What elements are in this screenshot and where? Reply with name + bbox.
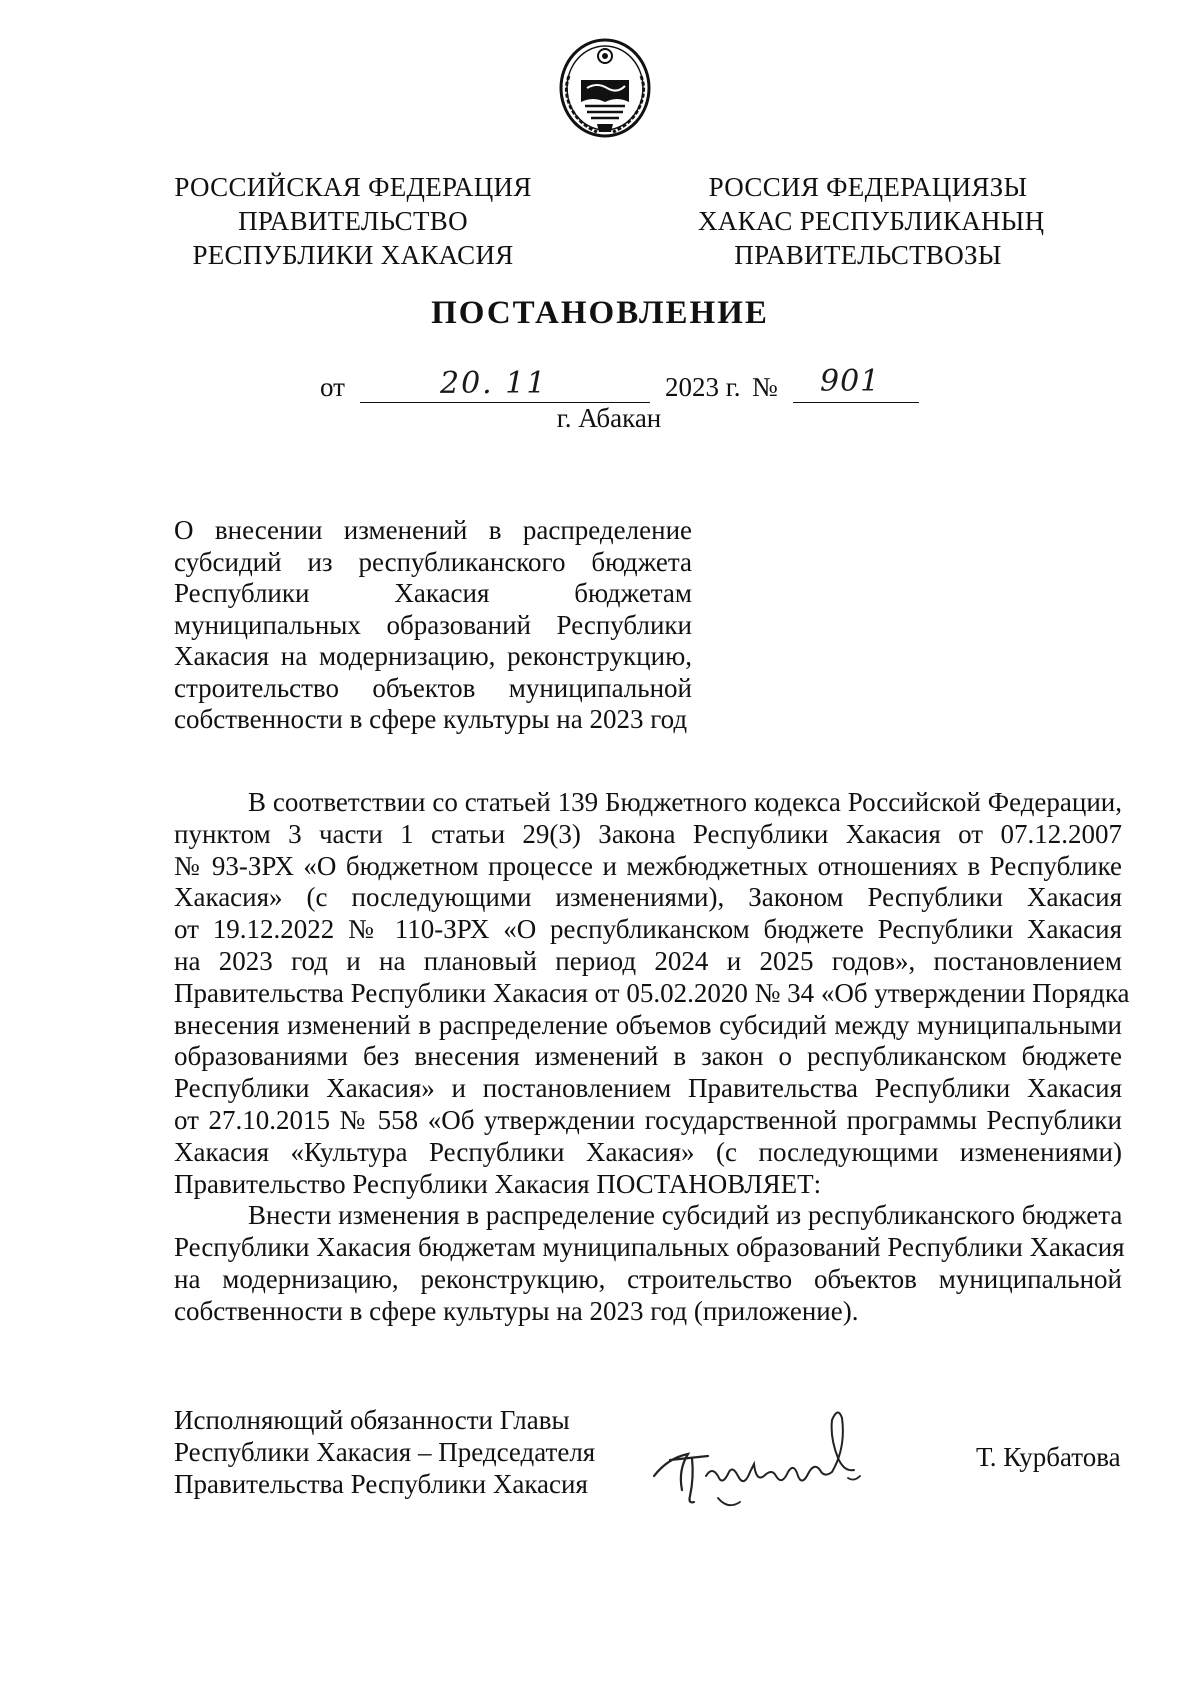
subject-line: строительство объектов муниципальной xyxy=(174,672,692,703)
header-right-line: ПРАВИТЕЛЬСТВОЗЫ xyxy=(734,240,1002,270)
body-line: образованиями без внесения изменений в закон о республиканском бюджете xyxy=(174,1041,1122,1072)
body-line: пунктом 3 части 1 статьи 29(3) Закона Республики Хакасия от 07.12.2007 xyxy=(174,818,1122,849)
body-line: Правительство Республики Хакасия ПОСТАНОВЛЯЕТ: xyxy=(174,1168,822,1199)
body-line: на модернизацию, реконструкцию, строительство объектов муниципальной xyxy=(174,1263,1122,1294)
handwritten-date: 20. 11 xyxy=(440,366,548,401)
body-line: Хакасия» (с последующими изменениями), Законом Республики Хакасия xyxy=(174,882,1122,913)
body-line: Республики Хакасия» и постановлением Правительства Республики Хакасия xyxy=(174,1073,1122,1104)
subject-line: муниципальных образований Республики xyxy=(174,609,692,640)
header-right-line: ХАКАС РЕСПУБЛИКАНЫҢ xyxy=(698,206,1045,236)
handwritten-number: 901 xyxy=(820,364,881,399)
subject-line: Республики Хакасия бюджетам xyxy=(174,578,692,608)
header-left-line: РЕСПУБЛИКИ ХАКАСИЯ xyxy=(192,240,514,270)
body-line: Республики Хакасия бюджетам муниципальных образований Республики Хакасия xyxy=(174,1232,1125,1263)
signatory-name: Т. Курбатова xyxy=(976,1442,1121,1472)
document-year: 2023 г. xyxy=(665,372,741,402)
city-name: г. Абакан xyxy=(556,403,662,433)
signatory-position-line: Исполняющий обязанности Главы xyxy=(174,1405,570,1435)
number-sign: № xyxy=(752,372,778,402)
body-line: Хакасия «Культура Республики Хакасия» (с последующими изменениями) xyxy=(174,1136,1122,1167)
signatory-position xyxy=(174,1404,595,1500)
date-prefix: от xyxy=(320,372,345,402)
header-left-line: ПРАВИТЕЛЬСТВО xyxy=(238,206,468,236)
handwritten-signature xyxy=(648,1398,888,1518)
handwritten-signature-icon xyxy=(648,1398,888,1518)
header-left-line: РОССИЙСКАЯ ФЕДЕРАЦИЯ xyxy=(174,172,532,202)
signatory-position-line: Правительства Республики Хакасия xyxy=(174,1469,588,1499)
subject-line: собственности в сфере культуры на 2023 год xyxy=(174,704,688,734)
body-line: собственности в сфере культуры на 2023 год (приложение). xyxy=(174,1295,859,1326)
subject-line: субсидий из республиканского бюджета xyxy=(174,546,692,577)
subject-line: Хакасия на модернизацию, реконструкцию, xyxy=(174,641,692,671)
body-line: Внести изменения в распределение субсидий из республиканского бюджета xyxy=(248,1200,1123,1231)
body-line: от 19.12.2022 № 110-ЗРХ «О республиканском бюджете Республики Хакасия xyxy=(174,914,1122,945)
body-line: от 27.10.2015 № 558 «Об утверждении государственной программы Республики xyxy=(174,1104,1122,1135)
khakassia-coat-of-arms-icon xyxy=(557,36,653,142)
body-line: на 2023 год и на плановый период 2024 и 2025 годов», постановлением xyxy=(174,945,1122,976)
body-line: № 93-ЗРХ «О бюджетном процессе и межбюджетных отношениях в Республике xyxy=(174,850,1122,881)
body-line: Правительства Республики Хакасия от 05.02.2020 № 34 «Об утверждении Порядка xyxy=(174,977,1130,1008)
body-line: В соответствии со статьей 139 Бюджетного кодекса Российской Федерации, xyxy=(248,787,1122,817)
header-russian-government xyxy=(168,170,538,272)
document-subject xyxy=(174,515,692,736)
coat-of-arms-emblem xyxy=(557,36,653,142)
header-khakas-government xyxy=(698,170,1045,272)
signatory-position-line: Республики Хакасия – Председателя xyxy=(174,1437,596,1467)
date-number-line xyxy=(320,364,920,408)
document-title: ПОСТАНОВЛЕНИЕ xyxy=(431,295,769,331)
header-right-line: РОССИЯ ФЕДЕРАЦИЯЗЫ xyxy=(708,172,1028,202)
subject-line: О внесении изменений в распределение xyxy=(174,515,692,545)
document-body xyxy=(174,787,1130,1328)
body-line: внесения изменений в распределение объемов субсидий между муниципальными xyxy=(174,1009,1122,1040)
